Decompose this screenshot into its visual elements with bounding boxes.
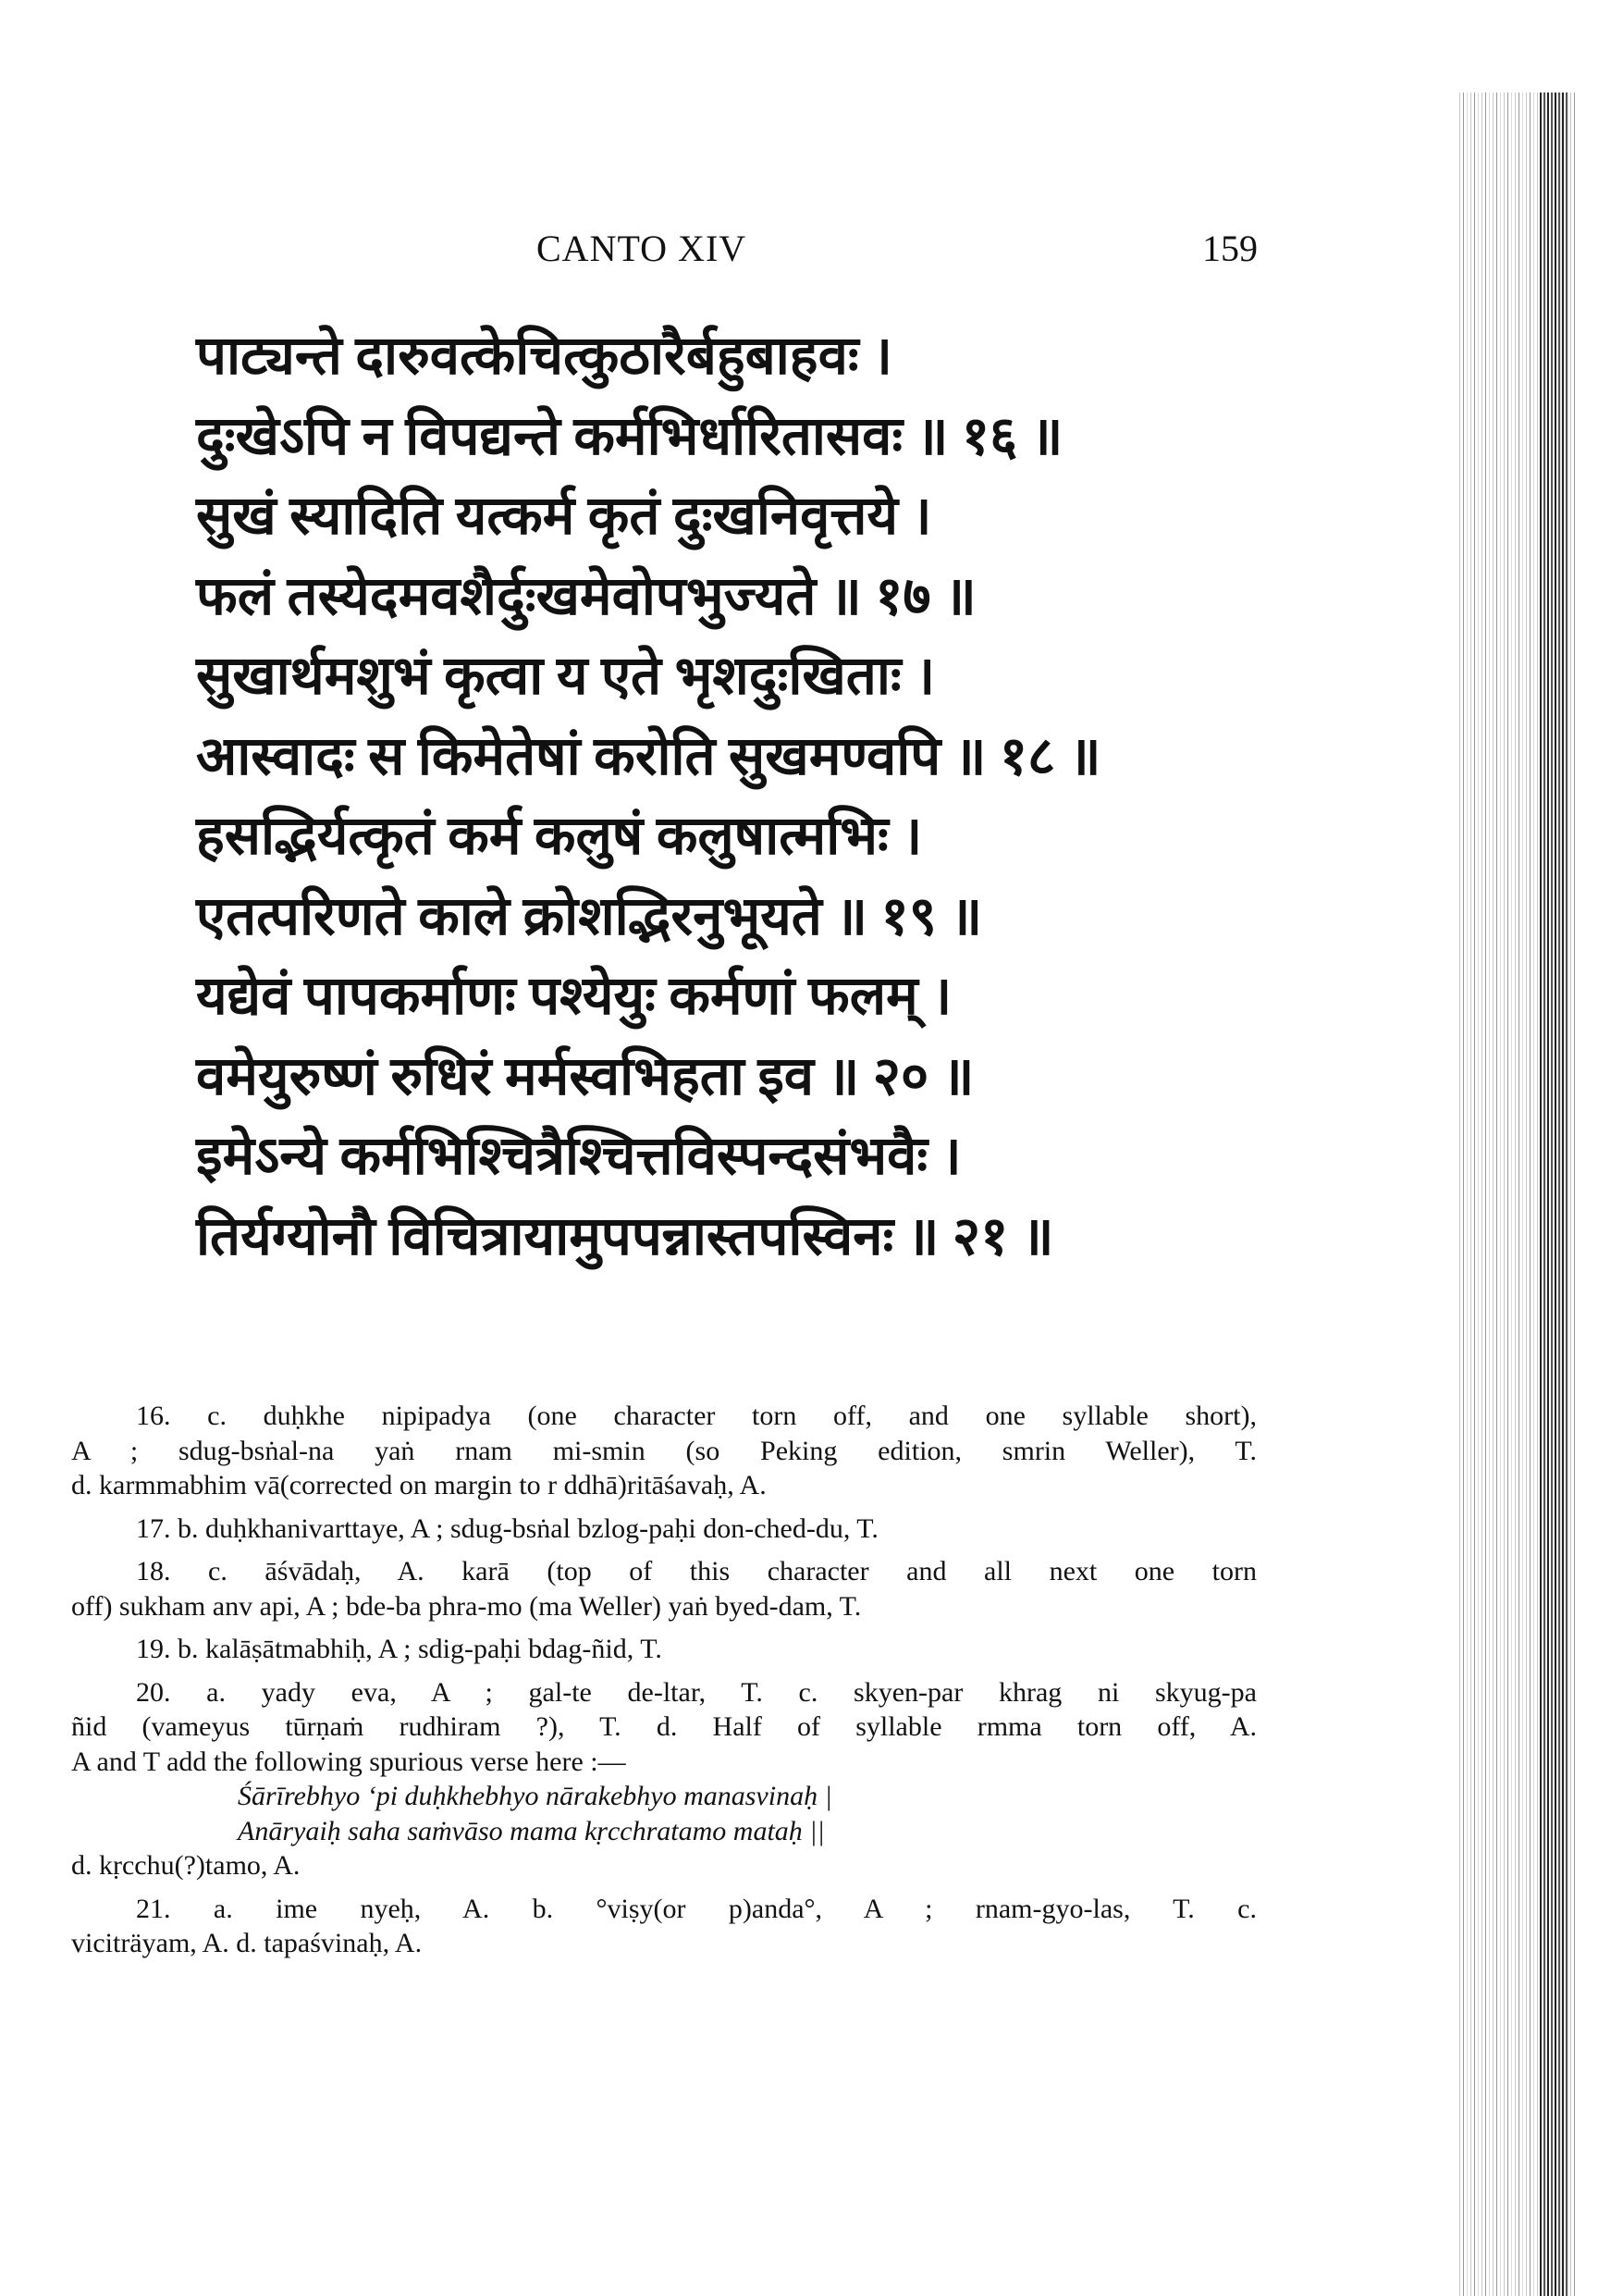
note-line: 19. b. kalāṣātmabhiḥ, A ; sdig-paḥi bdag-ñid, T.: [136, 1634, 662, 1664]
note-line: A and T add the following spurious verse here :—: [71, 1746, 626, 1777]
verse-line: वमेयुरुष्णं रुधिरं मर्मस्वभिहता इव ॥ २० ॥: [196, 1045, 975, 1106]
verse-line: दुःखेऽपि न विपद्यन्ते कर्मभिर्धारितासवः ॥ १६ ॥: [196, 405, 1064, 466]
page-header: [0, 227, 1623, 273]
spurious-verse-line: Śārīrebhyo ‘pi duḥkhebhyo nārakebhyo manasvinaḥ |: [238, 1781, 832, 1811]
note-line: 20. a. yady eva, A ; gal-te de-ltar, T. c. skyen-par khrag ni skyug-pa: [136, 1676, 1257, 1708]
note-line: ñid (vameyus tūrṇaṁ rudhiram ?), T. d. Half of syllable rmma torn off, A.: [71, 1711, 1257, 1742]
note-19: [71, 1632, 1257, 1667]
note-line: off) sukham anv api, A ; bde-ba phra-mo (ma Weller) yaṅ byed-dam, T.: [71, 1590, 862, 1622]
verse-line: सुखं स्यादिति यत्कर्म कृतं दुःखनिवृत्तये ।: [196, 486, 932, 546]
note-17: [71, 1512, 1257, 1547]
verse-line: हसद्भिर्यत्कृतं कर्म कलुषं कलुषात्मभिः ।: [196, 806, 923, 866]
note-20: [71, 1675, 1257, 1883]
verse-line: यद्येवं पापकर्माणः पश्येयुः कर्मणां फलम् ।: [196, 966, 953, 1026]
verse-line: सुखार्थमशुभं कृत्वा य एते भृशदुःखिताः ।: [196, 646, 936, 706]
verse-line: इमेऽन्ये कर्मभिश्चित्रैश्चित्तविस्पन्दसंभवैः ।: [196, 1126, 962, 1186]
note-line: 17. b. duḥkhanivarttaye, A ; sdug-bsṅal bzlog-paḥi don-ched-du, T.: [136, 1512, 879, 1544]
critical-notes: [71, 1399, 1257, 1961]
note-18: [71, 1554, 1257, 1623]
sanskrit-verses: [196, 324, 1260, 1284]
scanned-binding-edge: [1540, 93, 1569, 2296]
note-line: 18. c. āśvādaḥ, A. karā (top of this character and all next one torn: [136, 1556, 1257, 1586]
verse-line: फलं तस्येदमवशैर्दुःखमेवोपभुज्यते ॥ १७ ॥: [196, 565, 977, 626]
verse-line: पाट्यन्ते दारुवत्केचित्कुठारैर्बहुबाहवः ।: [196, 326, 893, 386]
note-21: [71, 1892, 1257, 1961]
page-number: 159: [1202, 228, 1258, 269]
note-line: 21. a. ime nyeḥ, A. b. °viṣy(or p)anda°, A ; rnam-gyo-las, T. c.: [136, 1893, 1257, 1924]
note-line: viciträyam, A. d. tapaśvinaḥ, A.: [71, 1928, 423, 1958]
note-line: d. karmmabhim vā(corrected on margin to r ddhā)ritāśavaḥ, A.: [71, 1470, 767, 1500]
running-title: CANTO XIV: [536, 228, 747, 269]
verse-line: एतत्परिणते काले क्रोशद्भिरनुभूयते ॥ १९ ॥: [196, 885, 983, 946]
spurious-verse-line: Anāryaiḥ saha saṁvāso mama kṛcchratamo mataḥ ||: [238, 1815, 825, 1846]
note-line: A ; sdug-bsṅal-na yaṅ rnam mi-smin (so Peking edition, smrin Weller), T.: [71, 1435, 1257, 1466]
note-16: [71, 1399, 1257, 1503]
note-line: d. kṛcchu(?)tamo, A.: [71, 1850, 301, 1881]
note-line: 16. c. duḥkhe nipipadya (one character torn off, and one syllable short),: [136, 1401, 1257, 1431]
verse-line: तिर्यग्योनौ विचित्रायामुपपन्नास्तपस्विनः ॥ २१ ॥: [196, 1205, 1054, 1266]
verse-line: आस्वादः स किमेतेषां करोति सुखमण्वपि ॥ १८ ॥: [196, 725, 1101, 786]
